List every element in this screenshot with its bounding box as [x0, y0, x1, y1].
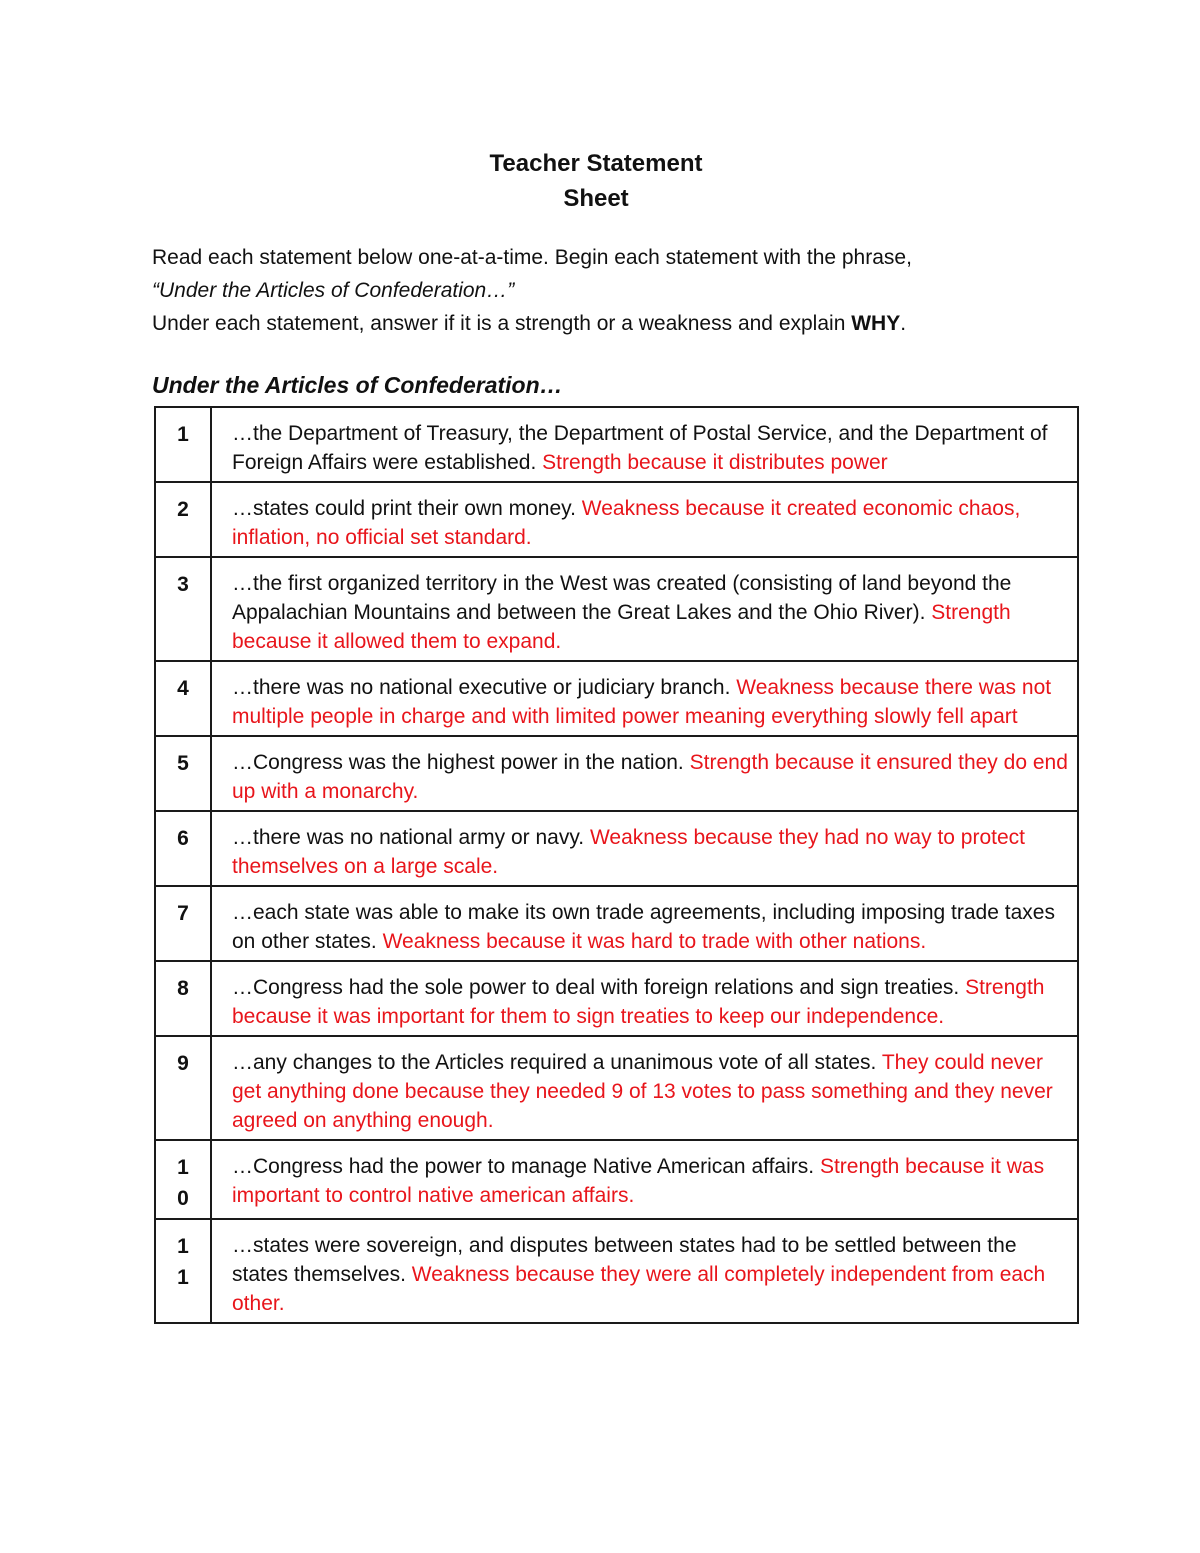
statement-number [155, 886, 211, 961]
statement-number [155, 661, 211, 736]
table-row [155, 811, 1078, 886]
statement-text: …states could print their own money. [232, 497, 576, 520]
instructions-line-3-text: Under each statement, answer if it is a strength or a weakness and explain [152, 312, 852, 335]
statement-cell [211, 886, 1078, 961]
title-line-1: Teacher Statement [489, 150, 703, 177]
statement-number-digit: 5 [177, 752, 189, 775]
statement-number-digit: 1 [177, 423, 189, 446]
statement-cell [211, 1140, 1078, 1219]
statement-text: …each state was able to make its own trade agreements, including imposing trade taxes on other states. [232, 901, 1055, 953]
statements-table [154, 406, 1079, 1324]
statement-number [155, 961, 211, 1036]
statement-number-digit: 1 [177, 1266, 189, 1289]
statement-number [155, 1036, 211, 1140]
statement-number [155, 1140, 211, 1219]
page-title [0, 146, 1192, 216]
answer-text: Strength because it ensured they do end up with a monarchy. [232, 751, 1068, 803]
statement-text: …any changes to the Articles required a unanimous vote of all states. [232, 1051, 877, 1074]
section-heading: Under the Articles of Confederation… [152, 372, 563, 398]
statement-number-digit: 9 [177, 1052, 189, 1075]
statement-number-digit: 4 [177, 677, 189, 700]
statement-number [155, 407, 211, 482]
statement-number-digit: 3 [177, 573, 189, 596]
statement-cell [211, 1036, 1078, 1140]
table-row [155, 886, 1078, 961]
statement-number-digit: 7 [177, 902, 189, 925]
statement-cell [211, 1219, 1078, 1323]
instructions [152, 241, 1092, 340]
statement-text: …the Department of Treasury, the Department of Postal Service, and the Department of Foreign Affairs were established. [232, 422, 1048, 474]
instructions-line-3-end: . [900, 312, 907, 335]
answer-text: They could never get anything done because they needed 9 of 13 votes to pass something and they never agreed on anything enough. [232, 1051, 1053, 1132]
statement-text: …the first organized territory in the West was created (consisting of land beyond the Appalachian Mountains and between the Great Lakes and the Ohio River). [232, 572, 1012, 624]
statement-text: …states were sovereign, and disputes between states had to be settled between the states themselves. [232, 1234, 1017, 1286]
statement-number [155, 736, 211, 811]
answer-text: Weakness because they were all completely independent from each other. [232, 1263, 1046, 1315]
table-row [155, 407, 1078, 482]
answer-text: Strength because it was important for them to sign treaties to keep our independence. [232, 976, 1045, 1028]
statement-number-digit: 1 [177, 1235, 189, 1258]
statement-number [155, 1219, 211, 1323]
statement-text: …Congress had the sole power to deal with foreign relations and sign treaties. [232, 976, 960, 999]
instructions-line-1: Read each statement below one-at-a-time. Begin each statement with the phrase, [152, 246, 912, 269]
statement-text: …Congress was the highest power in the nation. [232, 751, 684, 774]
table-row [155, 736, 1078, 811]
instructions-why: WHY [851, 312, 901, 335]
table-row [155, 1140, 1078, 1219]
statements-table-body [155, 407, 1078, 1323]
statement-cell [211, 736, 1078, 811]
answer-text: Weakness because it was hard to trade with other nations. [382, 930, 927, 953]
answer-text: Strength because it was important to control native american affairs. [232, 1155, 1045, 1207]
statement-number-digit: 1 [177, 1156, 189, 1179]
instructions-line-3 [152, 307, 1092, 340]
table-row [155, 961, 1078, 1036]
statement-number-digit: 0 [177, 1187, 189, 1210]
statement-text: …there was no national army or navy. [232, 826, 585, 849]
answer-text: Strength because it distributes power [542, 451, 888, 474]
statement-number [155, 811, 211, 886]
table-row [155, 1219, 1078, 1323]
table-row [155, 1036, 1078, 1140]
instructions-phrase: “Under the Articles of Confederation…” [152, 279, 515, 302]
statement-cell [211, 661, 1078, 736]
statement-cell [211, 482, 1078, 557]
statement-text: …there was no national executive or judiciary branch. [232, 676, 731, 699]
statement-number [155, 557, 211, 661]
table-row [155, 482, 1078, 557]
statement-cell [211, 811, 1078, 886]
statement-number-digit: 8 [177, 977, 189, 1000]
statement-number-digit: 2 [177, 498, 189, 521]
answer-text: Weakness because there was not multiple people in charge and with limited power meaning everything slowly fell apart [232, 676, 1052, 728]
statement-cell [211, 557, 1078, 661]
table-row [155, 557, 1078, 661]
statement-number [155, 482, 211, 557]
title-line-2: Sheet [563, 185, 629, 212]
answer-text: Weakness because they had no way to protect themselves on a large scale. [232, 826, 1025, 878]
answer-text: Strength because it allowed them to expand. [232, 601, 1011, 653]
table-row [155, 661, 1078, 736]
answer-text: Weakness because it created economic chaos, inflation, no official set standard. [232, 497, 1021, 549]
statement-cell [211, 407, 1078, 482]
statement-text: …Congress had the power to manage Native American affairs. [232, 1155, 815, 1178]
statement-cell [211, 961, 1078, 1036]
statement-number-digit: 6 [177, 827, 189, 850]
